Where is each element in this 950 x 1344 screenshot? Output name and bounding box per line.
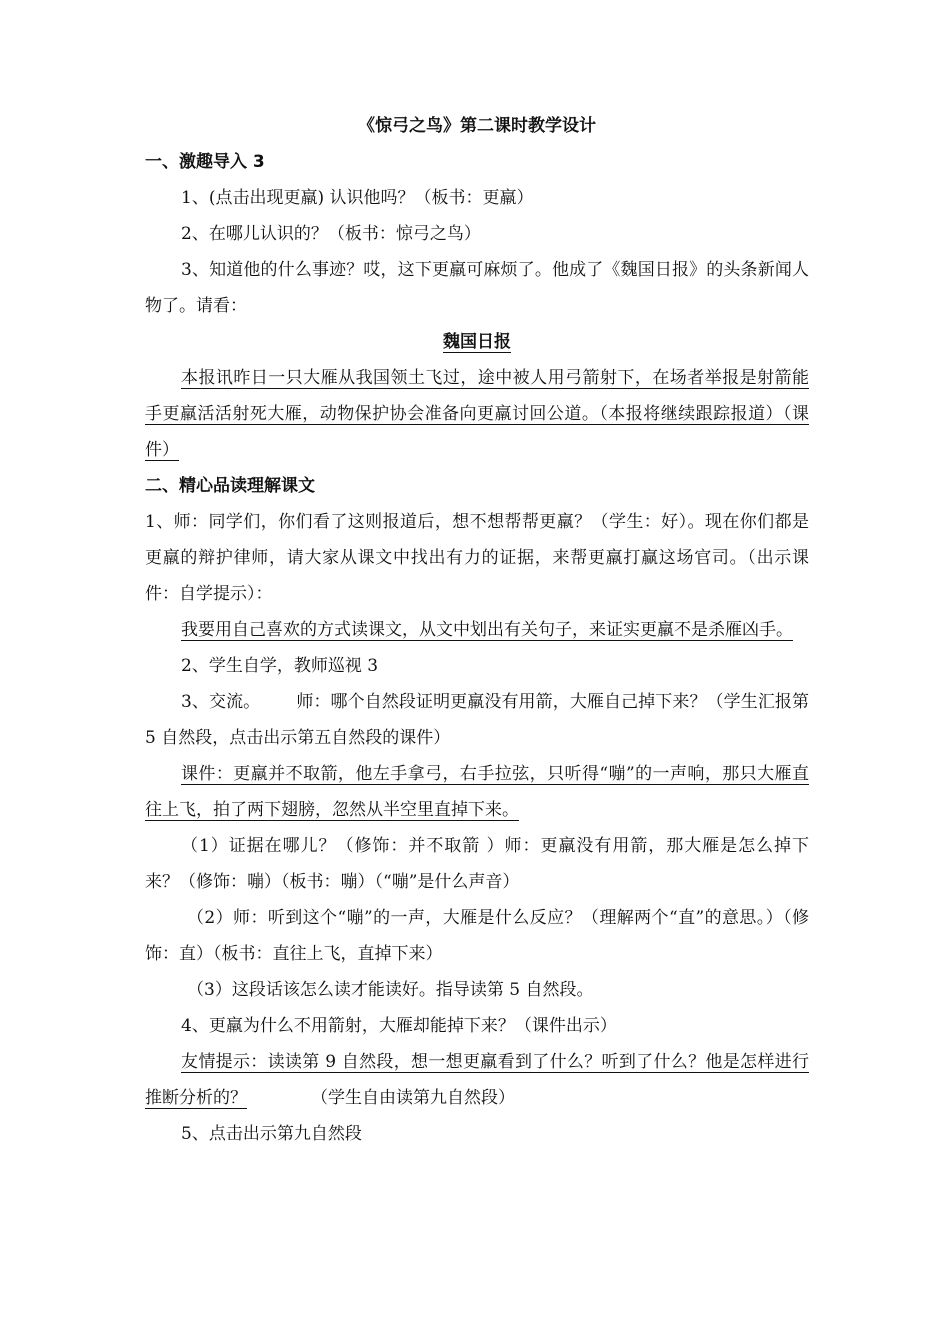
exchange-question: 师：哪个自然段证明更羸没有用箭，大雁自己掉下来？（学生汇报第 5 自然段，点击出示第五自然段的课件） bbox=[145, 692, 809, 748]
friendly-hint: 友情提示：读读第 9 自然段，想一想更羸看到了什么？听到了什么？他是怎样进行推断分析的？ bbox=[145, 1052, 809, 1108]
courseware-text: 课件：更羸并不取箭，他左手拿弓，右手拉弦，只听得“嘣”的一声响，那只大雁直往上飞，拍了两下翅膀，忽然从半空里直掉下来。 bbox=[145, 764, 809, 820]
reading-paragraph-1: 1、师：同学们，你们看了这则报道后，想不想帮帮更羸？（学生：好）。现在你们都是更羸的辩护律师，请大家从课文中找出有力的证据，来帮更羸打赢这场官司。（出示课件：自学提示）： bbox=[145, 512, 809, 604]
hint-tail: （学生自由读第九自然段） bbox=[311, 1088, 515, 1108]
section-heading-reading: 二、精心品读理解课文 bbox=[145, 476, 315, 496]
exchange-label: 3、交流。 bbox=[181, 692, 261, 712]
intro-item-1: 1、(点击出现更羸) 认识他吗？（板书：更羸） bbox=[181, 188, 534, 208]
intro-item-3: 3、知道他的什么事迹？哎，这下更羸可麻烦了。他成了《魏国日报》的头条新闻人物了。请看： bbox=[145, 260, 809, 316]
section-heading-intro: 一、激趣导入 3 bbox=[145, 152, 265, 172]
reading-paragraph-2: 2、学生自学，教师巡视 3 bbox=[181, 656, 379, 676]
question-1: （1）证据在哪儿？（修饰：并不取箭 ）师：更羸没有用箭，那大雁是怎么掉下来？（修饰：嘣）（板书：嘣）（“嘣”是什么声音） bbox=[145, 836, 809, 892]
reading-paragraph-5: 5、点击出示第九自然段 bbox=[181, 1124, 362, 1144]
hint-paragraph bbox=[145, 1044, 809, 1116]
question-3: （3）这段话该怎么读才能读好。指导读第 5 自然段。 bbox=[187, 980, 594, 1000]
document-page bbox=[145, 108, 809, 1152]
document-title: 《惊弓之鸟》第二课时教学设计 bbox=[358, 116, 596, 136]
news-title: 魏国日报 bbox=[443, 332, 511, 352]
news-body: 本报讯昨日一只大雁从我国领土飞过，途中被人用弓箭射下，在场者举报是射箭能手更羸活活射死大雁，动物保护协会准备向更羸讨回公道。（本报将继续跟踪报道）（课件） bbox=[145, 368, 809, 460]
reading-paragraph-4: 4、更羸为什么不用箭射，大雁却能掉下来？（课件出示） bbox=[181, 1016, 617, 1036]
self-study-tip: 我要用自己喜欢的方式读课文，从文中划出有关句子，来证实更羸不是杀雁凶手。 bbox=[181, 620, 793, 640]
intro-item-2: 2、在哪儿认识的？（板书：惊弓之鸟） bbox=[181, 224, 481, 244]
question-2: （2）师：听到这个“嘣”的一声，大雁是什么反应？（理解两个“直”的意思。）（修饰：直）（板书：直往上飞，直掉下来） bbox=[145, 908, 809, 964]
reading-paragraph-3 bbox=[145, 684, 809, 756]
